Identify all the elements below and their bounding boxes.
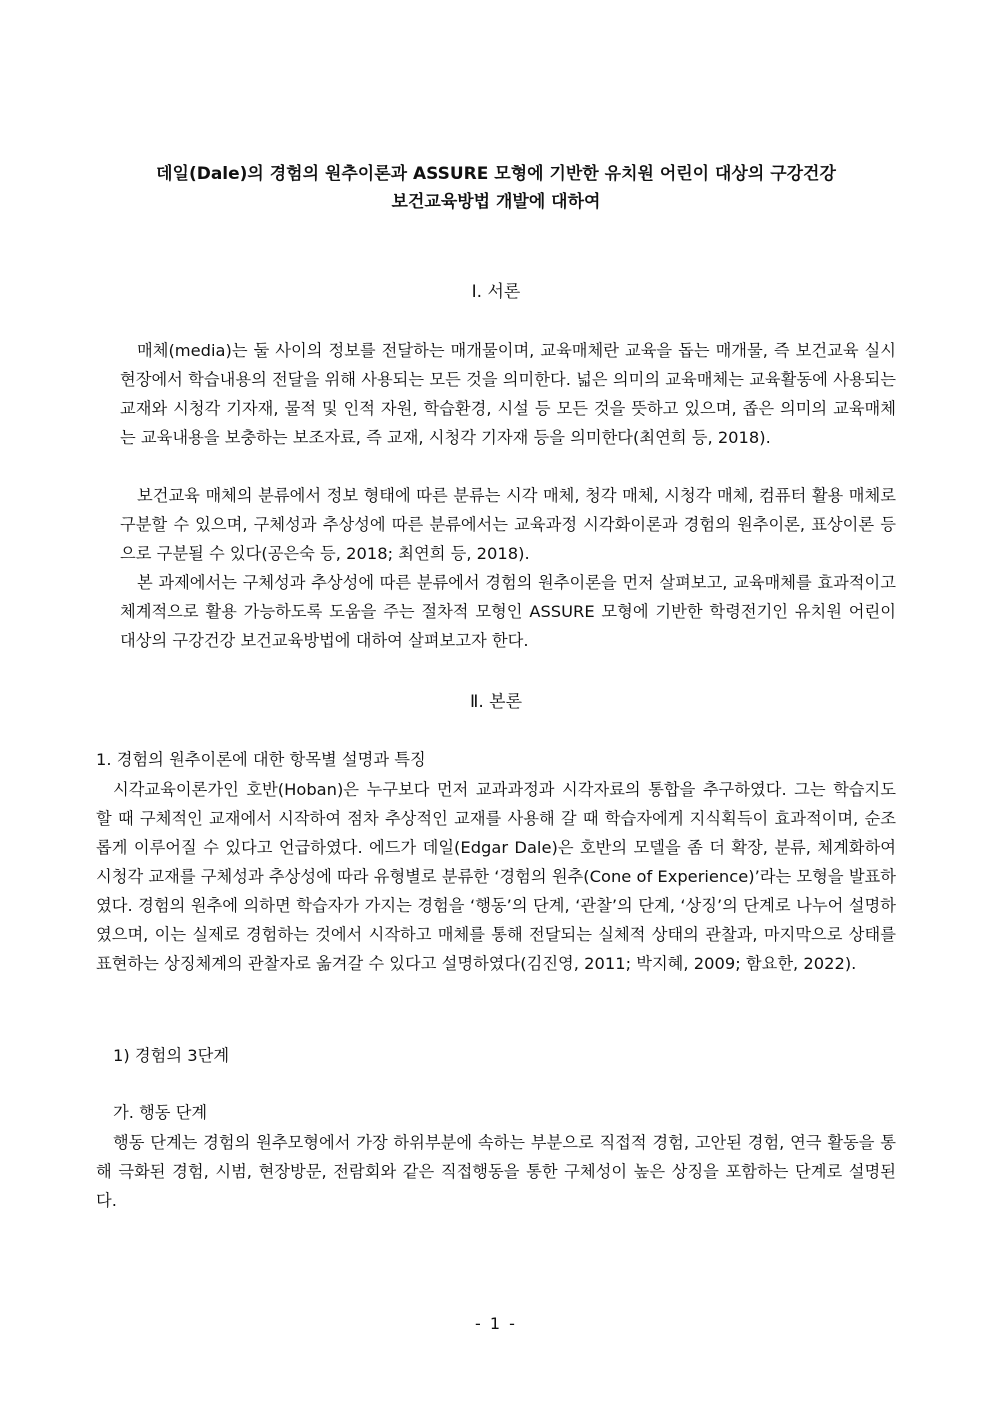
section-heading-introduction: Ⅰ. 서론 [471,282,521,302]
intro-paragraph-2: 보건교육 매체의 분류에서 정보 형태에 따른 분류는 시각 매체, 청각 매체, 시청각 매체, 컴퓨터 활용 매체로 구분할 수 있으며, 구체성과 추상성에 따른 분류에서는 교육과정 시각화이론과 경험의 원추이론, 표상이론 등으로 구분될 수 있다(공은숙 등, 2018; 최연희 등, 2018). [120,486,896,563]
subsection-heading-three-stages: 1) 경험의 3단계 [113,1046,230,1065]
intro-paragraph-1: 매체(media)는 둘 사이의 정보를 전달하는 매개물이며, 교육매체란 교육을 돕는 매개물, 즉 보건교육 실시현장에서 학습내용의 전달을 위해 사용되는 모든 것을 의미한다. 넓은 의미의 교육매체는 교육활동에 사용되는 교재와 시청각 기자재, 물적 및 인적 자원, 학습환경, 시설 등 모든 것을 뜻하고 있으며, 좁은 의미의 교육매체는 교육내용을 보충하는 보조자료, 즉 교재, 시청각 기자재 등을 의미한다(최연희 등, 2018). [120,341,896,447]
document-title-line-2: 보건교육방법 개발에 대하여 [391,192,601,212]
body-paragraph-action-stage: 행동 단계는 경험의 원추모형에서 가장 하위부분에 속하는 부분으로 직접적 경험, 고안된 경험, 연극 활동을 통해 극화된 경험, 시범, 현장방문, 전람회와 같은 직접행동을 통한 구체성이 높은 상징을 포함하는 단계로 설명된다. [96,1133,896,1210]
section-heading-body: Ⅱ. 본론 [469,692,523,712]
page-number: - 1 - [475,1314,517,1333]
subsection-heading-action-stage: 가. 행동 단계 [113,1103,208,1122]
subsection-heading-cone-theory: 1. 경험의 원추이론에 대한 항목별 설명과 특징 [96,750,426,769]
intro-paragraph-3: 본 과제에서는 구체성과 추상성에 따른 분류에서 경험의 원추이론을 먼저 살펴보고, 교육매체를 효과적이고 체계적으로 활용 가능하도록 도움을 주는 절차적 모형인 ASSURE 모형에 기반한 학령전기인 유치원 어린이 대상의 구강건강 보건교육방법에 대하여 살펴보고자 한다. [120,573,896,650]
document-title-line-1: 데일(Dale)의 경험의 원추이론과 ASSURE 모형에 기반한 유치원 어린이 대상의 구강건강 [156,164,836,184]
body-paragraph-cone-theory: 시각교육이론가인 호반(Hoban)은 누구보다 먼저 교과과정과 시각자료의 통합을 추구하였다. 그는 학습지도 할 때 구체적인 교재에서 시작하여 점차 추상적인 교재를 사용해 갈 때 학습자에게 지식획득이 효과적이며, 순조롭게 이루어질 수 있다고 언급하였다. 에드가 데일(Edgar Dale)은 호반의 모델을 좀 더 확장, 분류, 체계화하여 시청각 교재를 구체성과 추상성에 따라 유형별로 분류한 ‘경험의 원추(Cone of Experience)’라는 모형을 발표하였다. 경험의 원추에 의하면 학습자가 가지는 경험을 ‘행동’의 단계, ‘관찰’의 단계, ‘상징’의 단계로 나누어 설명하였으며, 이는 실제로 경험하는 것에서 시작하고 매체를 통해 전달되는 실체적 상태의 관찰과, 마지막으로 상태를 표현하는 상징체계의 관찰자로 옮겨갈 수 있다고 설명하였다(김진영, 2011; 박지혜, 2009; 함요한, 2022). [96,780,896,973]
